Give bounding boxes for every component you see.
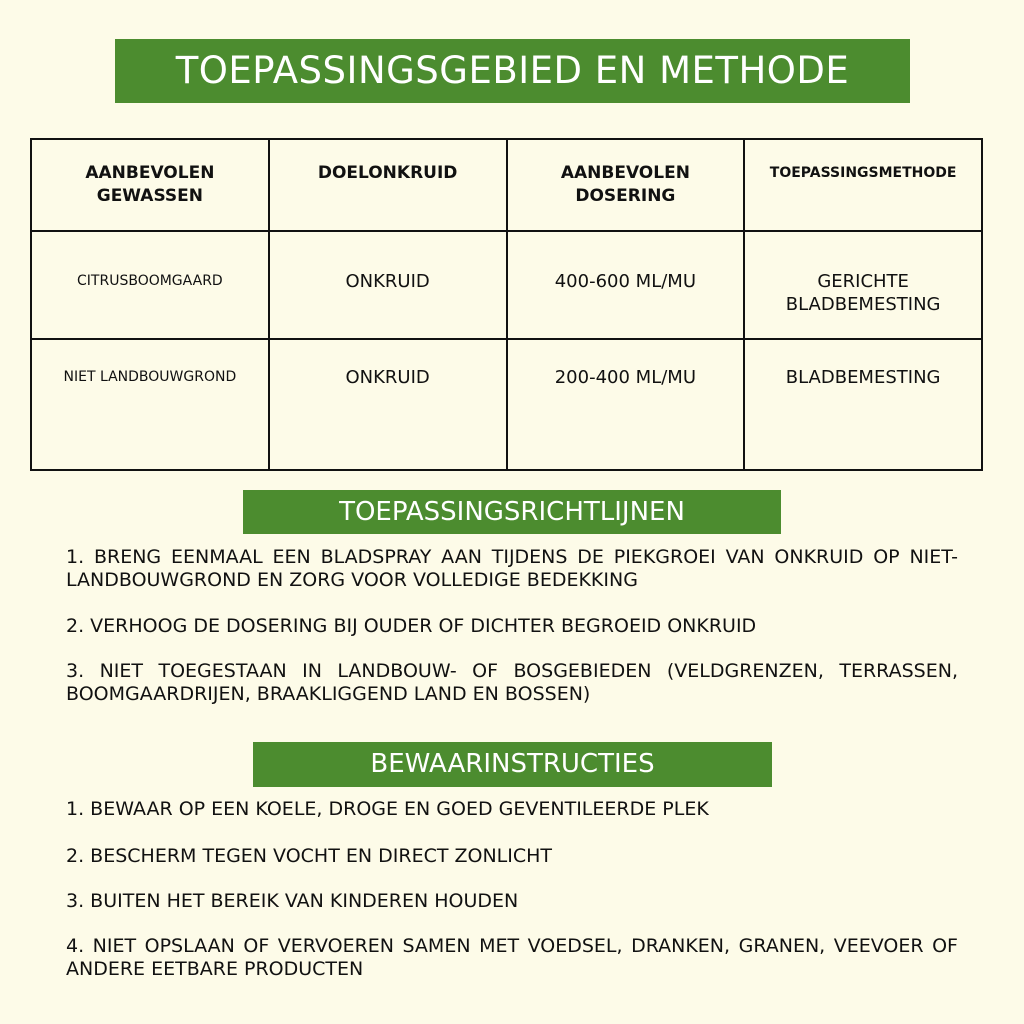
cell-crop: NIET LANDBOUWGROND: [31, 339, 269, 470]
guideline-item: 2. VERHOOG DE DOSERING BIJ OUDER OF DICHTER BEGROEID ONKRUID: [66, 615, 757, 637]
storage-heading: BEWAARINSTRUCTIES: [253, 742, 772, 787]
table-row: [31, 231, 982, 339]
cell-dosage: 200-400 ML/MU: [507, 339, 745, 470]
application-table: [30, 138, 983, 471]
storage-item: 1. BEWAAR OP EEN KOELE, DROGE EN GOED GEVENTILEERDE PLEK: [66, 798, 709, 820]
storage-item: 2. BESCHERM TEGEN VOCHT EN DIRECT ZONLICHT: [66, 845, 553, 867]
header-method: TOEPASSINGSMETHODE: [744, 139, 982, 231]
table-row: [31, 339, 982, 470]
page-title: TOEPASSINGSGEBIED EN METHODE: [115, 39, 910, 103]
guidelines-heading: TOEPASSINGSRICHTLIJNEN: [243, 490, 781, 534]
cell-method: GERICHTE BLADBEMESTING: [744, 231, 982, 339]
table-header-row: [31, 139, 982, 231]
cell-crop: CITRUSBOOMGAARD: [31, 231, 269, 339]
storage-item: 4. NIET OPSLAAN OF VERVOEREN SAMEN MET VOEDSEL, DRANKEN, GRANEN, VEEVOER OF ANDERE EETBARE PRODUCTEN: [66, 935, 958, 980]
guideline-item: 3. NIET TOEGESTAAN IN LANDBOUW- OF BOSGEBIEDEN (VELDGRENZEN, TERRASSEN, BOOMGAARDRIJEN, BRAAKLIGGEND LAND EN BOSSEN): [66, 660, 958, 705]
storage-item: 3. BUITEN HET BEREIK VAN KINDEREN HOUDEN: [66, 890, 519, 912]
cell-weed: ONKRUID: [269, 231, 507, 339]
header-target-weed: DOELONKRUID: [269, 139, 507, 231]
guideline-item: 1. BRENG EENMAAL EEN BLADSPRAY AAN TIJDENS DE PIEKGROEI VAN ONKRUID OP NIET-LANDBOUWGROND EN ZORG VOOR VOLLEDIGE BEDEKKING: [66, 546, 958, 591]
cell-weed: ONKRUID: [269, 339, 507, 470]
cell-method: BLADBEMESTING: [744, 339, 982, 470]
header-dosage: AANBEVOLEN DOSERING: [507, 139, 745, 231]
header-crops: AANBEVOLEN GEWASSEN: [31, 139, 269, 231]
cell-dosage: 400-600 ML/MU: [507, 231, 745, 339]
